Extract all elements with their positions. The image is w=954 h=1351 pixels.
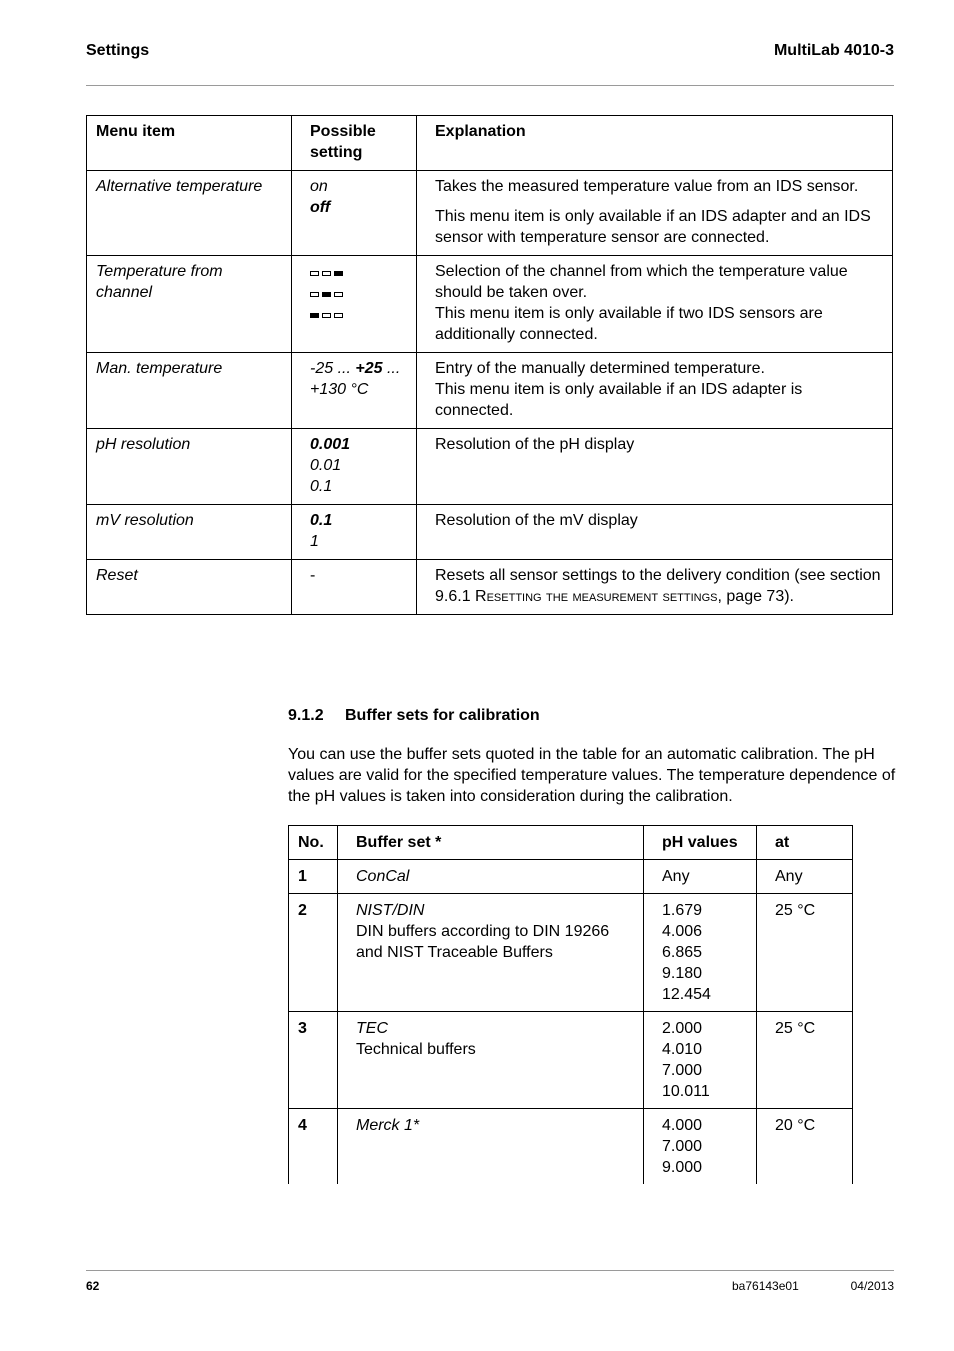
setting-option: 0.01 (310, 457, 342, 474)
ph-value: 9.180 (662, 965, 703, 982)
section-intro: You can use the buffer sets quoted in the table for an automatic calibration. The pH values are valid for the specified temperature values. The temperature dependence of the pH values is taken into consideration during the calibration. (288, 746, 896, 805)
footer-rule (86, 1270, 894, 1271)
explanation (417, 505, 893, 560)
setting-range (310, 358, 407, 379)
range-min: -25 (310, 360, 334, 377)
temperature: 25 °C (757, 894, 853, 1012)
ph-value: 9.000 (662, 1159, 703, 1176)
channel-options (310, 261, 407, 323)
setting-option: 1 (310, 533, 319, 550)
col-header-possible-setting: Possible setting (292, 116, 417, 171)
buffer-number: 1 (289, 860, 338, 894)
channel-active-icon (322, 292, 331, 297)
buffer-number: 4 (289, 1109, 338, 1185)
buffer-table (288, 825, 853, 1184)
settings-row (87, 171, 893, 256)
col-header-ph-values: pH values (644, 826, 757, 860)
explanation-text: Resets all sensor settings to the delivery condition (see section 9.6.1 (435, 567, 881, 605)
buffer-set (338, 1012, 644, 1109)
ph-values (644, 894, 757, 1012)
channel-inactive-icon (334, 313, 343, 318)
document-date: 04/2013 (850, 1279, 894, 1293)
col-header-menu-item: Menu item (87, 116, 292, 171)
channel-inactive-icon (322, 271, 331, 276)
settings-table (86, 115, 893, 615)
document-id: ba76143e01 (732, 1279, 799, 1293)
buffer-row (289, 1012, 853, 1109)
possible-setting (292, 256, 417, 353)
buffer-set-name: ConCal (356, 868, 410, 885)
col-header-explanation: Explanation (417, 116, 893, 171)
ph-value: 4.000 (662, 1117, 703, 1134)
explanation (417, 256, 893, 353)
ph-values (644, 860, 757, 894)
buffer-row (289, 1109, 853, 1185)
range-sep: ... (382, 360, 401, 377)
explanation (417, 429, 893, 505)
settings-row (87, 256, 893, 353)
ph-values (644, 1109, 757, 1185)
channel-inactive-icon (334, 292, 343, 297)
section-number: 9.1.2 (288, 707, 324, 724)
ph-value: Any (662, 868, 690, 885)
explanation-paragraph: Entry of the manually determined temperature. This menu item is only available if an IDS adapter is connected. (435, 360, 803, 419)
possible-setting (292, 171, 417, 256)
settings-row (87, 353, 893, 429)
possible-setting (292, 560, 417, 615)
buffer-set-description: Technical buffers (356, 1041, 476, 1058)
ph-value: 6.865 (662, 944, 703, 961)
col-header-at: at (757, 826, 853, 860)
menu-item: Temperature from channel (87, 256, 292, 353)
setting-option: 0.001 (310, 436, 351, 453)
buffer-set-description: DIN buffers according to DIN 19266 and NIST Traceable Buffers (356, 923, 610, 961)
buffer-number: 2 (289, 894, 338, 1012)
ph-value: 12.454 (662, 986, 711, 1003)
settings-row (87, 560, 893, 615)
temperature: Any (757, 860, 853, 894)
buffer-set (338, 1109, 644, 1185)
menu-item: Man. temperature (87, 353, 292, 429)
explanation-paragraph: Resolution of the pH display (435, 436, 635, 453)
settings-row (87, 505, 893, 560)
settings-row (87, 429, 893, 505)
menu-item: mV resolution (87, 505, 292, 560)
channel-active-icon (334, 271, 343, 276)
possible-setting (292, 429, 417, 505)
menu-item: pH resolution (87, 429, 292, 505)
range-max: +130 °C (310, 381, 369, 398)
buffer-set-name: TEC (356, 1020, 388, 1037)
buffer-table-header (289, 826, 853, 860)
channel-inactive-icon (310, 292, 319, 297)
temperature: 20 °C (757, 1109, 853, 1185)
ph-value: 7.000 (662, 1138, 703, 1155)
ph-value: 4.010 (662, 1041, 703, 1058)
explanation (417, 171, 893, 256)
channel-option (310, 308, 407, 323)
ph-value: 7.000 (662, 1062, 703, 1079)
ph-value: 2.000 (662, 1020, 703, 1037)
col-header-no: No. (289, 826, 338, 860)
channel-active-icon (310, 313, 319, 318)
buffer-number: 3 (289, 1012, 338, 1109)
explanation-paragraph: Selection of the channel from which the temperature value should be taken over. This menu item is only available if two IDS sensors are additionally connected. (435, 263, 848, 343)
channel-option (310, 266, 407, 281)
possible-setting (292, 505, 417, 560)
range-default: +25 (355, 360, 383, 377)
channel-option (310, 287, 407, 302)
section-title: Buffer sets for calibration (345, 707, 540, 724)
buffer-set (338, 894, 644, 1012)
buffer-row (289, 860, 853, 894)
buffer-row (289, 894, 853, 1012)
ph-value: 1.679 (662, 902, 703, 919)
running-header-product: MultiLab 4010-3 (773, 42, 894, 59)
explanation-paragraph (435, 565, 883, 607)
range-sep: ... (333, 360, 356, 377)
section-heading (288, 707, 540, 725)
col-header-buffer-set: Buffer set * (338, 826, 644, 860)
ph-values (644, 1012, 757, 1109)
header-rule (86, 85, 894, 86)
buffer-set (338, 860, 644, 894)
ph-value: 4.006 (662, 923, 703, 940)
setting-option: - (310, 567, 316, 584)
explanation (417, 353, 893, 429)
explanation-text: , page 73). (717, 588, 794, 605)
explanation-paragraph: Takes the measured temperature value from an IDS sensor. (435, 178, 859, 195)
explanation-paragraph: Resolution of the mV display (435, 512, 638, 529)
channel-inactive-icon (310, 271, 319, 276)
explanation (417, 560, 893, 615)
buffer-set-name: Merck 1* (356, 1117, 420, 1134)
cross-reference-link: Resetting the measurement settings (475, 588, 718, 605)
page-number: 62 (86, 1279, 100, 1293)
running-header-section: Settings (86, 42, 150, 59)
temperature: 25 °C (757, 1012, 853, 1109)
menu-item: Alternative temperature (87, 171, 292, 256)
setting-option: 0.1 (310, 478, 333, 495)
ph-value: 10.011 (662, 1083, 710, 1100)
buffer-set-name: NIST/DIN (356, 902, 425, 919)
explanation-paragraph: This menu item is only available if an IDS adapter and an IDS sensor with temperature sensor are connected. (435, 208, 871, 246)
setting-option: 0.1 (310, 512, 333, 529)
setting-option: off (310, 199, 331, 216)
menu-item: Reset (87, 560, 292, 615)
possible-setting (292, 353, 417, 429)
settings-table-header (87, 116, 893, 171)
setting-option: on (310, 178, 328, 195)
channel-inactive-icon (322, 313, 331, 318)
